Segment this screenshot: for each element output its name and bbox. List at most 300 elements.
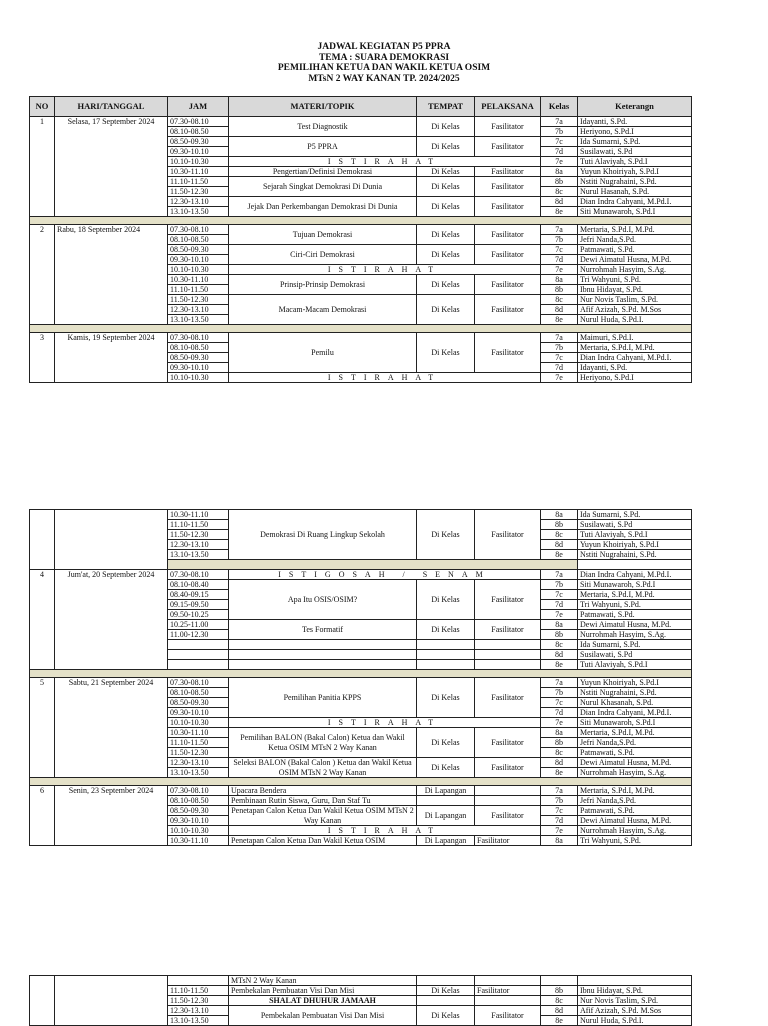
place-cell: Di Kelas [417, 275, 475, 295]
title-line-2: TEMA : SUARA DEMOKRASI [318, 52, 450, 63]
time-cell: 07.30-08.10 [168, 225, 229, 235]
executor-cell: Fasilitator [475, 510, 541, 560]
schedule-table-page-2 [29, 509, 692, 846]
notes-cell: Tuti Alaviyah, S.Pd.I [578, 660, 692, 670]
day-date: Selasa, 17 September 2024 [55, 117, 168, 217]
class-cell: 8e [541, 660, 578, 670]
class-cell: 8c [541, 748, 578, 758]
notes-cell: Nurul Huda, S.Pd.I. [578, 315, 692, 325]
notes-cell: Siti Munawaroh, S.Pd.I [578, 718, 692, 728]
time-cell: 12.30-13.10 [168, 540, 229, 550]
class-cell: 8d [541, 650, 578, 660]
table-row [30, 976, 692, 986]
class-cell: 7b [541, 343, 578, 353]
executor-cell: Fasilitator [475, 197, 541, 217]
place-cell: Di Kelas [417, 758, 475, 778]
executor-cell: Fasilitator [475, 333, 541, 373]
empty-cell [417, 796, 475, 806]
day-separator [30, 325, 692, 333]
time-cell: 10.10-10.30 [168, 826, 229, 836]
class-cell: 7a [541, 333, 578, 343]
time-cell: 12.30-13.10 [168, 1006, 229, 1016]
empty-cell [417, 976, 475, 986]
notes-cell: Dian Indra Cahyani, M.Pd.I. [578, 708, 692, 718]
class-cell: 7e [541, 373, 578, 383]
notes-cell: Dian Indra Cahyani, M.Pd.I. [578, 570, 692, 580]
notes-cell: Tuti Alaviyah, S.Pd.I [578, 157, 692, 167]
notes-cell: Nurrohmah Hasyim, S.Ag. [578, 630, 692, 640]
empty-cell [475, 640, 541, 650]
executor-cell: Fasilitator [475, 117, 541, 137]
time-cell: 08.50-09.30 [168, 137, 229, 147]
topic-cell: Pembinaan Rutin Siswa, Guru, Dan Staf Tu [229, 796, 417, 806]
class-cell: 7b [541, 127, 578, 137]
table-row [30, 333, 692, 343]
notes-cell: Ibnu Hidayat, S.Pd. [578, 285, 692, 295]
class-cell: 8e [541, 1016, 578, 1026]
notes-cell: Dewi Aimatul Husna, M.Pd. [578, 620, 692, 630]
empty-cell [55, 976, 168, 1026]
time-cell: 08.10-08.50 [168, 796, 229, 806]
notes-cell: Patmawati, S.Pd. [578, 806, 692, 816]
place-cell: Di Lapangan [417, 836, 475, 846]
notes-cell: Maimuri, S.Pd.I. [578, 333, 692, 343]
topic-cell: Tes Formatif [229, 620, 417, 640]
day-date: Jum'at, 20 September 2024 [55, 570, 168, 670]
class-cell: 8e [541, 550, 578, 560]
day-number: 5 [30, 678, 55, 778]
topic-cell: Pemilihan BALON (Bakal Calon) Ketua dan Wakil Ketua OSIM MTsN 2 Way Kanan [229, 728, 417, 758]
topic-cell: Pemilihan Panitia KPPS [229, 678, 417, 718]
notes-cell: Patmawati, S.Pd. [578, 610, 692, 620]
empty-cell [30, 510, 55, 570]
day-separator [30, 670, 692, 678]
time-cell: 11.10-11.50 [168, 177, 229, 187]
notes-cell: Nurrohmah Hasyim, S.Ag. [578, 826, 692, 836]
place-cell: Di Kelas [417, 197, 475, 217]
class-cell: 7c [541, 806, 578, 816]
notes-cell: Jefri Nanda,S.Pd. [578, 738, 692, 748]
table-row [30, 225, 692, 235]
executor-cell: Fasilitator [475, 806, 541, 826]
time-cell: 07.30-08.10 [168, 333, 229, 343]
executor-cell: Fasilitator [475, 836, 541, 846]
time-cell: 09.30-10.10 [168, 363, 229, 373]
table-row [30, 570, 692, 580]
place-cell: Di Kelas [417, 580, 475, 620]
topic-cell: Penetapan Calon Ketua Dan Wakil Ketua OSIM [229, 836, 417, 846]
time-cell: 08.50-09.30 [168, 245, 229, 255]
topic-cell: Apa Itu OSIS/OSIM? [229, 580, 417, 620]
notes-cell: Patmawati, S.Pd. [578, 245, 692, 255]
schedule-table-page-3 [29, 975, 692, 1026]
class-cell: 7d [541, 255, 578, 265]
time-cell: 10.30-11.10 [168, 167, 229, 177]
executor-cell: Fasilitator [475, 245, 541, 265]
executor-cell: Fasilitator [475, 167, 541, 177]
place-cell: Di Lapangan [417, 806, 475, 826]
time-cell: 10.30-11.10 [168, 836, 229, 846]
notes-cell: Mertaria, S.Pd.I, M.Pd. [578, 343, 692, 353]
place-cell: Di Kelas [417, 333, 475, 373]
place-cell: Di Kelas [417, 510, 475, 560]
class-cell: 8e [541, 768, 578, 778]
time-cell: 12.30-13.10 [168, 197, 229, 207]
notes-cell: Nurul Hasanah, S.Pd. [578, 187, 692, 197]
class-cell: 8d [541, 197, 578, 207]
notes-cell: Mertaria, S.Pd.I, M.Pd. [578, 225, 692, 235]
empty-cell [475, 786, 541, 796]
day-date: Kamis, 19 September 2024 [55, 333, 168, 383]
time-cell: 08.50-09.30 [168, 806, 229, 816]
empty-cell [417, 640, 475, 650]
class-cell: 7e [541, 157, 578, 167]
notes-cell: Ida Sumarni, S.Pd. [578, 510, 692, 520]
notes-cell: Jefri Nanda,S.Pd. [578, 796, 692, 806]
notes-cell: Mertaria, S.Pd.I, M.Pd. [578, 728, 692, 738]
empty-cell [417, 996, 475, 1006]
time-cell: 11.10-11.50 [168, 520, 229, 530]
notes-cell: Ida Sumarni, S.Pd. [578, 640, 692, 650]
class-cell: 8d [541, 758, 578, 768]
notes-cell: Nstiti Nugrahaini, S.Pd. [578, 688, 692, 698]
class-cell: 8c [541, 530, 578, 540]
empty-cell [30, 976, 55, 1026]
title-line-4: MTsN 2 WAY KANAN TP. 2024/2025 [308, 73, 460, 84]
notes-cell: Afif Azizah, S.Pd. M.Sos [578, 305, 692, 315]
day-number: 6 [30, 786, 55, 846]
notes-cell: Tri Wahyuni, S.Pd. [578, 836, 692, 846]
place-cell: Di Kelas [417, 728, 475, 758]
time-cell: 08.10-08.50 [168, 688, 229, 698]
topic-cell: Pengertian/Definisi Demokrasi [229, 167, 417, 177]
time-cell: 08.10-08.50 [168, 343, 229, 353]
header-executor: PELAKSANA [475, 97, 541, 117]
time-cell: 09.15-09.50 [168, 600, 229, 610]
notes-cell: Nur Novis Taslim, S.Pd. [578, 295, 692, 305]
class-cell: 8b [541, 630, 578, 640]
time-cell: 08.10-08.40 [168, 580, 229, 590]
empty-cell [229, 650, 417, 660]
executor-cell: Fasilitator [475, 678, 541, 718]
executor-cell: Fasilitator [475, 728, 541, 758]
topic-cell: Pemilu [229, 333, 417, 373]
class-cell: 7e [541, 826, 578, 836]
place-cell: Di Kelas [417, 295, 475, 325]
notes-cell: Nstiti Nugrahaini, S.Pd. [578, 177, 692, 187]
time-cell: 11.10-11.50 [168, 285, 229, 295]
notes-cell: Yuyun Khoiriyah, S.Pd.I [578, 678, 692, 688]
day-separator [30, 217, 692, 225]
time-cell: 08.10-08.50 [168, 235, 229, 245]
class-cell: 7a [541, 117, 578, 127]
place-cell: Di Kelas [417, 167, 475, 177]
class-cell: 8a [541, 167, 578, 177]
time-cell: 08.40-09.15 [168, 590, 229, 600]
day-number: 2 [30, 225, 55, 325]
place-cell: Di Kelas [417, 245, 475, 265]
topic-cell: P5 PPRA [229, 137, 417, 157]
class-cell: 8d [541, 305, 578, 315]
time-cell: 10.30-11.10 [168, 510, 229, 520]
topic-cell: Upacara Bendera [229, 786, 417, 796]
notes-cell: Ibnu Hidayat, S.Pd. [578, 986, 692, 996]
header-time: JAM [168, 97, 229, 117]
notes-cell: Heriyono, S.Pd.I [578, 373, 692, 383]
notes-cell: Dian Indra Cahyani, M.Pd.I. [578, 197, 692, 207]
empty-cell [229, 660, 417, 670]
class-cell: 7d [541, 816, 578, 826]
notes-cell: Ida Sumarni, S.Pd. [578, 137, 692, 147]
time-cell: 11.50-12.30 [168, 295, 229, 305]
time-cell: 10.30-11.10 [168, 728, 229, 738]
place-cell: Di Kelas [417, 137, 475, 157]
class-cell: 7a [541, 786, 578, 796]
table-row [30, 510, 692, 520]
header-topic: MATERI/TOPIK [229, 97, 417, 117]
break-cell: ISTIGOSAH / SENAM [229, 570, 541, 580]
break-cell: ISTIRAHAT [229, 157, 541, 167]
time-cell: 07.30-08.10 [168, 117, 229, 127]
class-cell: 7c [541, 137, 578, 147]
notes-cell: Heriyono, S.Pd.I [578, 127, 692, 137]
table-header-row [30, 97, 692, 117]
class-cell: 7a [541, 678, 578, 688]
break-cell: ISTIRAHAT [229, 826, 541, 836]
place-cell: Di Kelas [417, 678, 475, 718]
executor-cell: Fasilitator [475, 1006, 541, 1026]
class-cell: 7c [541, 353, 578, 363]
class-cell: 7c [541, 590, 578, 600]
table-row [30, 117, 692, 127]
time-cell: 10.25-11.00 [168, 620, 229, 630]
day-separator [30, 778, 692, 786]
class-cell: 8c [541, 187, 578, 197]
class-cell: 8a [541, 620, 578, 630]
notes-cell: Mertaria, S.Pd.I, M.Pd. [578, 786, 692, 796]
executor-cell: Fasilitator [475, 137, 541, 157]
time-cell: 08.50-09.30 [168, 353, 229, 363]
notes-cell: Nur Novis Taslim, S.Pd. [578, 996, 692, 1006]
notes-cell: Idayanti, S.Pd. [578, 117, 692, 127]
class-cell: 7d [541, 363, 578, 373]
notes-cell: Patmawati, S.Pd. [578, 748, 692, 758]
header-date: HARI/TANGGAL [55, 97, 168, 117]
class-cell: 7a [541, 225, 578, 235]
day-number: 1 [30, 117, 55, 217]
empty-cell [475, 996, 541, 1006]
executor-cell: Fasilitator [475, 986, 541, 996]
notes-cell: Siti Munawaroh, S.Pd.I [578, 580, 692, 590]
class-cell: 7e [541, 265, 578, 275]
class-cell: 7b [541, 580, 578, 590]
notes-cell: Nurrohmah Hasyim, S.Ag. [578, 768, 692, 778]
header-place: TEMPAT [417, 97, 475, 117]
notes-cell: Nurrohmah Hasyim, S.Ag. [578, 265, 692, 275]
title-line-3: PEMILIHAN KETUA DAN WAKIL KETUA OSIM [277, 63, 491, 73]
notes-cell: Yuyun Khoiriyah, S.Pd.I [578, 540, 692, 550]
class-cell: 8a [541, 836, 578, 846]
notes-cell: Nurul Huda, S.Pd.I. [578, 1016, 692, 1026]
place-cell: Di Lapangan [417, 786, 475, 796]
time-cell: 11.50-12.30 [168, 748, 229, 758]
empty-cell [475, 650, 541, 660]
day-number: 4 [30, 570, 55, 670]
class-cell: 8b [541, 986, 578, 996]
notes-cell: Dewi Aimatul Husna, M.Pd. [578, 758, 692, 768]
topic-cell: Penetapan Calon Ketua Dan Wakil Ketua OSIM MTsN 2 Way Kanan [229, 806, 417, 826]
empty-cell [55, 510, 168, 570]
executor-cell: Fasilitator [475, 177, 541, 197]
document-title [0, 42, 768, 84]
empty-cell [168, 640, 229, 650]
class-cell: 7b [541, 235, 578, 245]
time-cell: 07.30-08.10 [168, 570, 229, 580]
notes-cell: Idayanti, S.Pd. [578, 363, 692, 373]
notes-cell: Susilawati, S.Pd [578, 520, 692, 530]
time-cell: 11.50-12.30 [168, 187, 229, 197]
empty-cell [168, 976, 229, 986]
class-cell: 7c [541, 698, 578, 708]
time-cell: 09.30-10.10 [168, 816, 229, 826]
class-cell: 8e [541, 207, 578, 217]
notes-cell: Tri Wahyuni, S.Pd. [578, 600, 692, 610]
header-class: Kelas [541, 97, 578, 117]
class-cell: 8e [541, 315, 578, 325]
class-cell: 8a [541, 728, 578, 738]
time-cell: 07.30-08.10 [168, 678, 229, 688]
time-cell: 11.00-12.30 [168, 630, 229, 640]
class-cell: 7e [541, 718, 578, 728]
time-cell: 11.10-11.50 [168, 986, 229, 996]
class-cell: 8c [541, 295, 578, 305]
time-cell: 08.50-09.30 [168, 698, 229, 708]
break-cell: ISTIRAHAT [229, 718, 541, 728]
empty-cell [475, 976, 541, 986]
class-cell: 8b [541, 177, 578, 187]
empty-cell [475, 660, 541, 670]
day-date: Senin, 23 September 2024 [55, 786, 168, 846]
notes-cell: Dewi Aimatul Husna, M.Pd. [578, 255, 692, 265]
notes-cell: Nurul Khasanah, S.Pd. [578, 698, 692, 708]
empty-cell [168, 650, 229, 660]
time-cell: 12.30-13.10 [168, 758, 229, 768]
time-cell: 10.10-10.30 [168, 265, 229, 275]
break-cell: ISTIRAHAT [229, 373, 541, 383]
place-cell: Di Kelas [417, 117, 475, 137]
topic-cell: SHALAT DHUHUR JAMAAH [229, 996, 417, 1006]
class-cell: 7c [541, 245, 578, 255]
time-cell: 10.30-11.10 [168, 275, 229, 285]
empty-cell [475, 796, 541, 806]
time-cell: 09.30-10.10 [168, 255, 229, 265]
executor-cell: Fasilitator [475, 620, 541, 640]
place-cell: Di Kelas [417, 225, 475, 245]
class-cell: 8c [541, 996, 578, 1006]
time-cell: 10.10-10.30 [168, 373, 229, 383]
notes-cell: Dian Indra Cahyani, M.Pd.I. [578, 353, 692, 363]
place-cell: Di Kelas [417, 986, 475, 996]
executor-cell: Fasilitator [475, 580, 541, 620]
executor-cell: Fasilitator [475, 295, 541, 325]
title-line-1: JADWAL KEGIATAN P5 PPRA [317, 42, 451, 52]
class-cell: 8c [541, 640, 578, 650]
notes-cell: Nstiti Nugrahaini, S.Pd. [578, 550, 692, 560]
topic-cell: Ciri-Ciri Demokrasi [229, 245, 417, 265]
time-cell: 10.10-10.30 [168, 157, 229, 167]
class-cell: 7a [541, 570, 578, 580]
day-number: 3 [30, 333, 55, 383]
notes-cell: Afif Azizah, S.Pd. M.Sos [578, 1006, 692, 1016]
time-cell: 10.10-10.30 [168, 718, 229, 728]
empty-cell [541, 976, 578, 986]
place-cell: Di Kelas [417, 1006, 475, 1026]
time-cell: 13.10-13.50 [168, 315, 229, 325]
time-cell: 11.10-11.50 [168, 738, 229, 748]
notes-cell: Susilawati, S.Pd [578, 147, 692, 157]
class-cell: 7d [541, 708, 578, 718]
break-cell: ISTIRAHAT [229, 265, 541, 275]
empty-cell [229, 640, 417, 650]
empty-cell [168, 660, 229, 670]
class-cell: 7d [541, 600, 578, 610]
day-date: Sabtu, 21 September 2024 [55, 678, 168, 778]
class-cell: 7d [541, 147, 578, 157]
schedule-table-page-1 [29, 96, 692, 383]
executor-cell: Fasilitator [475, 758, 541, 778]
notes-cell: Siti Munawaroh, S.Pd.I [578, 207, 692, 217]
empty-cell [578, 560, 692, 570]
executor-cell: Fasilitator [475, 225, 541, 245]
topic-cell: Sejarah Singkat Demokrasi Di Dunia [229, 177, 417, 197]
notes-cell: Susilawati, S.Pd [578, 650, 692, 660]
topic-cell: Demokrasi Di Ruang Lingkup Sekolah [229, 510, 417, 560]
header-notes: Keterangn [578, 97, 692, 117]
notes-cell: Jefri Nanda,S.Pd. [578, 235, 692, 245]
time-cell: 09.50-10.25 [168, 610, 229, 620]
notes-cell: Tri Wahyuni, S.Pd. [578, 275, 692, 285]
empty-cell [417, 660, 475, 670]
class-cell: 7e [541, 610, 578, 620]
topic-cell: Test Diagnostik [229, 117, 417, 137]
table-row [30, 786, 692, 796]
notes-cell: Yuyun Khoiriyah, S.Pd.I [578, 167, 692, 177]
class-cell: 7b [541, 796, 578, 806]
class-cell: 7b [541, 688, 578, 698]
empty-cell [578, 976, 692, 986]
class-cell: 8a [541, 510, 578, 520]
time-cell: 13.10-13.50 [168, 1016, 229, 1026]
time-cell: 12.30-13.10 [168, 305, 229, 315]
topic-cell: Pembekalan Pembuatan Visi Dan Misi [229, 986, 417, 996]
topic-cell: Macam-Macam Demokrasi [229, 295, 417, 325]
class-cell: 8d [541, 540, 578, 550]
topic-cell: Tujuan Demokrasi [229, 225, 417, 245]
time-cell: 13.10-13.50 [168, 207, 229, 217]
place-cell: Di Kelas [417, 177, 475, 197]
class-cell: 8d [541, 1006, 578, 1016]
topic-cell: Jejak Dan Perkembangan Demokrasi Di Dunia [229, 197, 417, 217]
class-cell: 8b [541, 520, 578, 530]
time-cell: 08.10-08.50 [168, 127, 229, 137]
time-cell: 11.50-12.30 [168, 996, 229, 1006]
topic-cell: Prinsip-Prinsip Demokrasi [229, 275, 417, 295]
class-cell: 8b [541, 738, 578, 748]
time-cell: 09.30-10.10 [168, 147, 229, 157]
class-cell: 8b [541, 285, 578, 295]
notes-cell: Mertaria, S.Pd.I, M.Pd. [578, 590, 692, 600]
notes-cell: Tuti Alaviyah, S.Pd.I [578, 530, 692, 540]
